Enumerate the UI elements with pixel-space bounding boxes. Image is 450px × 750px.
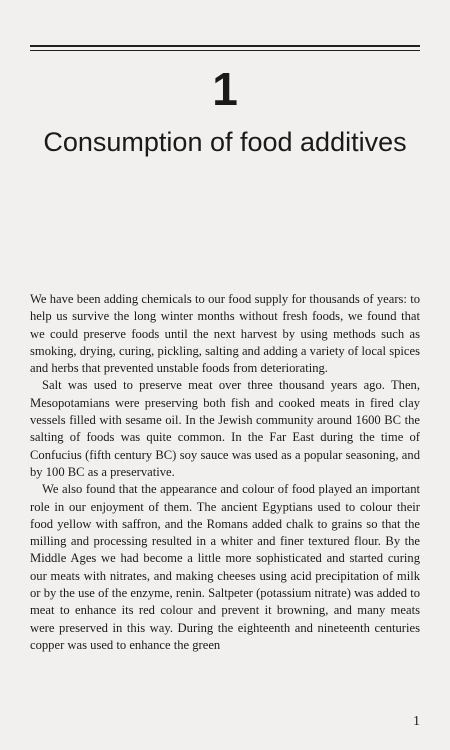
top-rule-secondary — [30, 50, 420, 51]
top-rule — [30, 45, 420, 47]
chapter-body — [30, 291, 420, 654]
chapter-number: 1 — [212, 63, 238, 115]
page-number: 1 — [413, 714, 420, 729]
paragraph-1: We have been adding chemicals to our food supply for thousands of years: to help us survive the long winter months without fresh foods, we found that we could preserve foods until the next harvest by using methods such as smoking, drying, curing, pickling, salting and adding a variety of local spices and herbs that prevented unstable foods from deteriorating. — [30, 292, 420, 376]
chapter-title: Consumption of food additives — [43, 127, 407, 157]
paragraph-3: We also found that the appearance and colour of food played an important role in our enjoyment of them. The ancient Egyptians used to colour their food yellow with saffron, and the Romans added chalk to grains so that the milling and processing resulted in a whiter and finer textured flour. By the Middle Ages we had become a little more sophisticated and started curing our meats with nitrates, and making cheeses using acid precipitation of milk or by the use of the enzyme, renin. Saltpeter (potassium nitrate) was added to meat to enhance its red colour and prevent it browning, and many meats were preserved in this way. During the eighteenth and nineteenth centuries copper was used to enhance the green — [30, 482, 420, 652]
paragraph-2: Salt was used to preserve meat over three thousand years ago. Then, Mesopotamians were preserving both fish and cooked meats in fired clay vessels filled with sesame oil. In the Jewish community around 1600 BC the salting of foods was quite common. In the Far East during the time of Confucius (fifth century BC) soy sauce was used as a popular seasoning, and by 100 BC as a preservative. — [30, 378, 420, 479]
